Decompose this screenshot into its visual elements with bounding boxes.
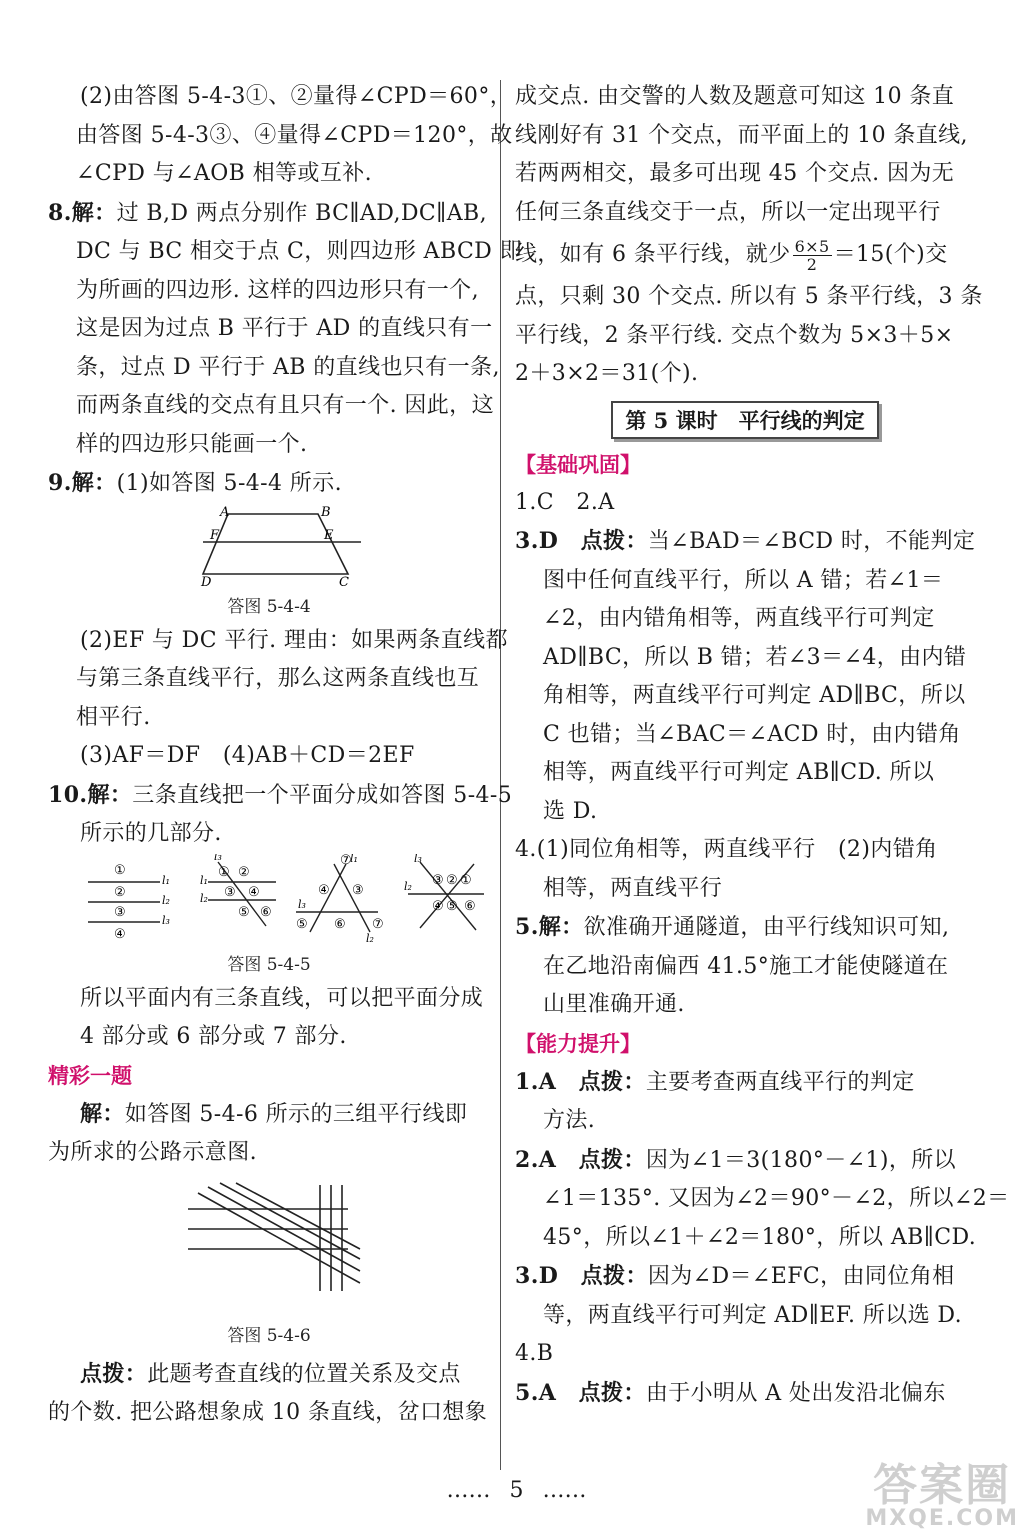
tip-label: 点拨：: [80, 1360, 148, 1387]
text-line: 成交点. 由交警的人数及题意可知这 10 条直: [515, 84, 955, 109]
trapezoid-diagram: [48, 504, 490, 592]
region-label: ⑦: [372, 916, 384, 932]
region-label: ②: [446, 872, 458, 888]
region-label: ②: [114, 884, 126, 900]
fraction-denominator: 2: [806, 254, 818, 274]
region-label: ④: [114, 926, 126, 942]
footer-dots: ……: [542, 1478, 587, 1503]
label-a: A: [220, 504, 230, 520]
watermark-logo: 答案圈: [873, 1460, 1012, 1511]
region-label: ⑦: [340, 853, 352, 868]
text-line: AD∥BC，所以 B 错；若∠3＝∠4，由内错: [543, 644, 967, 670]
line-label: l₂: [404, 879, 412, 893]
text-line: DC 与 BC 相交于点 C，则四边形 ABCD 即: [76, 239, 523, 264]
answer-b5: [515, 1374, 975, 1414]
figure-caption: 答图 5-4-6: [227, 1325, 311, 1346]
text-segment: ＝15(个)交: [833, 242, 948, 267]
region-label: ⑤: [296, 916, 308, 932]
line-label: l₃: [214, 853, 222, 863]
text-line: 为所画的四边形. 这样的四边形只有一个,: [76, 277, 479, 303]
question-number: 9.: [48, 470, 72, 496]
label-c: C: [339, 574, 349, 590]
highlight-answer: [48, 1095, 490, 1135]
label-e: E: [324, 527, 334, 543]
answer-b1: [515, 1063, 975, 1103]
text-line: 线刚好有 31 个交点，而平面上的 10 条直线,: [515, 122, 968, 148]
text-line: 过 B,D 两点分别作 BC∥AD,DC∥AB,: [116, 200, 487, 226]
solution-label: 解：: [71, 199, 117, 226]
text-segment: 线，如有 6 条平行线，就少: [515, 242, 791, 267]
watermark-url: MXQE.COM: [865, 1506, 1019, 1531]
text-line: 若两两相交，最多可出现 45 个交点. 因为无: [515, 161, 955, 186]
text-line: 点，只剩 30 个交点. 所以有 5 条平行线，3 条: [515, 284, 983, 309]
solution-label: 解：: [87, 781, 133, 808]
text-line: 在乙地沿南偏西 41.5°施工才能使隧道在: [543, 953, 949, 979]
column-divider: [500, 80, 501, 1470]
text-line: 相等，两直线平行可判定 AB∥CD. 所以: [543, 760, 935, 785]
answer-5: [515, 908, 975, 948]
text-line: 条，过点 D 平行于 AB 的直线也只有一条,: [76, 354, 500, 380]
line-label: l₁: [162, 873, 170, 887]
line-label: l₁: [200, 873, 208, 887]
region-label: ①: [218, 864, 230, 880]
line-label: l₂: [162, 893, 170, 907]
text-line: 相等，两直线平行: [543, 875, 723, 901]
text-line: 由于小明从 A 处出发沿北偏东: [645, 1380, 946, 1406]
text-line: 45°，所以∠1＋∠2＝180°，所以 AB∥CD.: [543, 1224, 977, 1250]
answer-b3: [515, 1257, 975, 1297]
text-line: 与第三条直线平行，那么这两条直线也互: [76, 666, 480, 691]
text-line: (1)如答图 5-4-4 所示.: [116, 471, 342, 496]
left-column: [48, 78, 523, 1433]
text-line: 所示的几部分.: [80, 821, 222, 846]
region-label: ⑥: [464, 898, 476, 914]
text-line: 方法.: [543, 1108, 596, 1133]
road-network-diagram: [48, 1179, 490, 1321]
text-line: ∠1＝135°. 又因为∠2＝90°－∠2，所以∠2＝: [543, 1186, 1010, 1211]
line-label: l₂: [200, 891, 208, 905]
answer-head: 2.A 点拨：: [515, 1146, 646, 1173]
text-line: 等，两直线平行可判定 AD∥EF. 所以选 D.: [543, 1302, 963, 1328]
region-label: ③: [114, 904, 126, 920]
text-line: 而两条直线的交点有且只有一个. 因此，这: [76, 393, 494, 418]
answer-line: 4.B: [515, 1341, 554, 1366]
text-line: 平行线，2 条平行线. 交点个数为 5×3＋5×: [515, 322, 954, 348]
region-label: ⑥: [260, 904, 272, 920]
line-label: l₁: [350, 853, 358, 865]
text-line: 山里准确开通.: [543, 992, 685, 1017]
text-line: (2)由答图 5-4-3①、②量得∠CPD＝60°，: [80, 84, 513, 109]
answer-head: 3.D 点拨：: [515, 1263, 648, 1289]
question-number: 8.: [48, 199, 72, 226]
answer-line: 1.C 2.A: [515, 489, 615, 515]
text-line: 主要考查两直线平行的判定: [645, 1069, 915, 1095]
figure-caption: 答图 5-4-4: [227, 596, 311, 617]
text-line: C 也错；当∠BAC＝∠ACD 时，由内错角: [543, 721, 961, 747]
question-10: [48, 776, 513, 816]
answer-head: 5.A 点拨：: [515, 1379, 646, 1406]
solution-label: 解：: [71, 470, 117, 496]
region-label: ②: [238, 864, 250, 880]
figure-5-4-6: [48, 1179, 490, 1321]
text-line: 如答图 5-4-6 所示的三组平行线即: [124, 1101, 468, 1127]
region-label: ③: [352, 882, 364, 898]
answer-b2: [515, 1141, 975, 1181]
section-title-basic: 【基础巩固】: [515, 451, 641, 477]
label-d: D: [201, 574, 212, 590]
fraction: [793, 238, 832, 273]
label-f: F: [210, 527, 220, 543]
text-line: 任何三条直线交于一点，所以一定出现平行: [515, 199, 941, 225]
text-line: 当∠BAD＝∠BCD 时，不能判定: [647, 529, 976, 554]
answer-line: 4.(1)同位角相等，两直线平行 (2)内错角: [515, 837, 938, 862]
figure-5-4-5: [48, 854, 490, 950]
text-line-with-fraction: [515, 232, 975, 278]
text-line: 相平行.: [76, 704, 151, 730]
label-b: B: [321, 504, 331, 520]
text-line: 选 D.: [543, 798, 598, 824]
text-line: 这是因为过点 B 平行于 AD 的直线只有一: [76, 316, 493, 341]
answer-head: 3.D 点拨：: [515, 528, 648, 554]
text-line: 图中任何直线平行，所以 A 错；若∠1＝: [543, 567, 944, 593]
text-line: 欲准确开通隧道，由平行线知识可知,: [583, 915, 950, 940]
region-label: ④: [432, 898, 444, 914]
fraction-numerator: 6×5: [794, 236, 830, 256]
text-line: 样的四边形只能画一个.: [76, 431, 308, 457]
line-label: l₃: [414, 853, 422, 865]
solution-label: 解：: [80, 1100, 125, 1127]
question-8: [48, 194, 490, 234]
lesson-heading-wrap: [515, 394, 975, 446]
region-label: ③: [224, 884, 236, 900]
text-line: 因为∠D＝∠EFC，由同位角相: [647, 1264, 955, 1289]
tip-paragraph: [48, 1355, 490, 1395]
answer-3: [515, 522, 975, 562]
line-label: l₃: [162, 913, 170, 927]
region-label: ⑤: [446, 898, 458, 914]
figure-caption: 答图 5-4-5: [227, 954, 311, 975]
page-number: 5: [509, 1478, 524, 1503]
section-title-advanced: 【能力提升】: [515, 1030, 641, 1056]
text-line: 2＋3×2＝31(个).: [515, 361, 699, 386]
text-line: 三条直线把一个平面分成如答图 5-4-5: [132, 782, 513, 808]
text-line: 由答图 5-4-3③、④量得∠CPD＝120°，故: [76, 122, 513, 148]
text-line: ∠2，由内错角相等，两直线平行可判定: [543, 606, 935, 631]
text-line: (2)EF 与 DC 平行. 理由：如果两条直线都: [80, 627, 508, 653]
question-number: 10.: [48, 781, 88, 808]
region-label: ④: [248, 884, 260, 900]
text-line: 角相等，两直线平行可判定 AD∥BC，所以: [543, 683, 966, 708]
text-line: 所以平面内有三条直线，可以把平面分成: [80, 985, 484, 1011]
text-line: ∠CPD 与∠AOB 相等或互补.: [76, 161, 373, 186]
text-line: 为所求的公路示意图.: [48, 1140, 257, 1165]
region-label: ⑤: [238, 904, 250, 920]
three-lines-diagrams: [48, 854, 490, 950]
text-line: 因为∠1＝3(180°－∠1)，所以: [645, 1147, 957, 1173]
region-label: ③: [432, 872, 444, 888]
line-label: l₃: [298, 897, 306, 911]
text-line: (3)AF＝DF (4)AB＋CD＝2EF: [80, 743, 415, 768]
region-label: ①: [460, 872, 472, 888]
region-label: ④: [318, 882, 330, 898]
line-label: l₂: [366, 931, 374, 945]
figure-5-4-4: [48, 504, 490, 592]
text-line: 的个数. 把公路想象成 10 条直线，岔口想象: [48, 1400, 488, 1425]
lesson-title: 第 5 课时 平行线的判定: [611, 401, 878, 439]
text-line: 此题考查直线的位置关系及交点: [147, 1361, 461, 1387]
footer-dots: ……: [446, 1478, 491, 1503]
answer-head: 1.A 点拨：: [515, 1068, 646, 1095]
answer-head: 5.解：: [515, 914, 584, 940]
region-label: ①: [114, 862, 126, 878]
question-9: [48, 464, 490, 504]
text-line: 4 部分或 6 部分或 7 部分.: [80, 1024, 347, 1049]
section-title-highlight: 精彩一题: [48, 1062, 132, 1088]
region-label: ⑥: [334, 916, 346, 932]
right-column: [515, 78, 1010, 1413]
watermark: [865, 1460, 1019, 1531]
